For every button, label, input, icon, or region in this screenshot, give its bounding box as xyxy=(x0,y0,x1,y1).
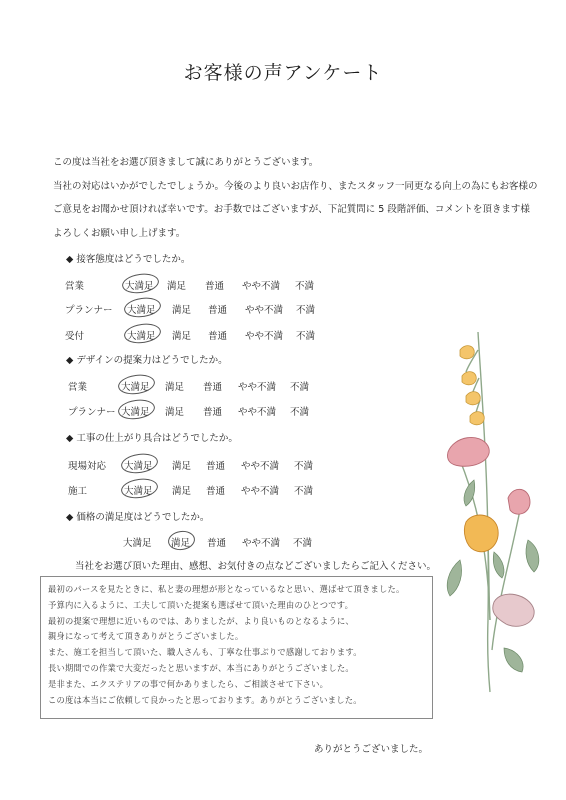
pink-flower-icon xyxy=(448,437,531,514)
rating-option[interactable]: 大満足 xyxy=(121,407,150,418)
page-title: お客様の声アンケート xyxy=(183,62,383,84)
rating-option[interactable]: 大満足 xyxy=(124,461,153,472)
rating-option[interactable]: 満足 xyxy=(165,382,185,393)
question-heading: ◆ 工事の仕上がり具合はどうでしたか。 xyxy=(66,433,238,444)
rating-option[interactable]: 満足 xyxy=(165,407,185,418)
rating-option[interactable]: 満足 xyxy=(172,331,192,342)
reason-prompt: 当社をお選び頂いた理由、感想、お気付きの点などございましたらご記入ください。 xyxy=(75,561,437,572)
intro-line: 当社の対応はいかがでしたでしょうか。今後のより良いお店作り、またスタッフ一同更なる向上の為にもお客様の xyxy=(53,180,538,192)
rating-option[interactable]: 大満足 xyxy=(127,305,156,316)
rating-option[interactable]: 大満足 xyxy=(125,281,154,292)
comment-line: また、施工を担当して頂いた、職人さんも、丁寧な仕事ぶりで感謝しております。 xyxy=(48,647,362,658)
rating-option[interactable]: 普通 xyxy=(208,305,228,316)
question-heading: ◆ デザインの提案力はどうでしたか。 xyxy=(66,355,228,366)
rating-option[interactable]: 不満 xyxy=(290,407,310,418)
intro-line: この度は当社をお選び頂きまして誠にありがとうございます。 xyxy=(53,157,319,168)
rating-option[interactable]: やや不満 xyxy=(245,331,284,342)
rating-option[interactable]: 不満 xyxy=(295,281,315,292)
rating-row-label: 現場対応 xyxy=(68,461,107,472)
flower-stems xyxy=(460,332,520,692)
rating-option[interactable]: 満足 xyxy=(167,281,187,292)
rating-row-label: 受付 xyxy=(65,331,85,342)
rating-option[interactable]: 普通 xyxy=(206,486,226,497)
comment-line: 予算内に入るように、工夫して頂いた提案も選ばせて頂いた理由のひとつです。 xyxy=(48,599,354,610)
comment-line: 最初のパースを見たときに、私と妻の理想が形となっているなと思い、選ばせて頂きました。 xyxy=(48,584,405,594)
comment-line: 親身になって考えて頂きありがとうございました。 xyxy=(48,631,244,642)
rating-option[interactable]: やや不満 xyxy=(245,305,284,316)
comment-line: 是非また、エクステリアの事で何かありましたら、ご相談させて下さい。 xyxy=(48,678,329,689)
rating-option[interactable]: 普通 xyxy=(203,407,223,418)
intro-line: ご意見をお聞かせ頂ければ幸いです。お手数ではございますが、下記質問に 5 段階評価、コメントを頂きます様 xyxy=(53,204,530,215)
rating-option[interactable]: 不満 xyxy=(294,486,314,497)
orange-flower-icon xyxy=(464,515,498,552)
rating-option[interactable]: 普通 xyxy=(208,331,228,342)
rating-option[interactable]: 大満足 xyxy=(121,382,150,393)
rating-option[interactable]: やや不満 xyxy=(238,407,277,418)
handwritten-comment xyxy=(48,582,404,708)
rating-option[interactable]: 不満 xyxy=(294,461,314,472)
rating-option[interactable]: 大満足 xyxy=(124,486,153,497)
rating-option[interactable]: やや不満 xyxy=(241,486,280,497)
rating-option[interactable]: やや不満 xyxy=(238,382,277,393)
flower-illustration xyxy=(430,320,560,700)
yellow-bell-flowers-icon xyxy=(460,346,484,425)
rating-row-label: 営業 xyxy=(68,382,88,393)
rating-option[interactable]: 普通 xyxy=(206,461,226,472)
rating-option[interactable]: 満足 xyxy=(172,305,192,316)
rating-row-label: 営業 xyxy=(65,281,85,292)
intro-text xyxy=(53,151,538,245)
rating-option[interactable]: 不満 xyxy=(290,382,310,393)
question-heading: ◆ 接客態度はどうでしたか。 xyxy=(66,254,191,265)
rating-option[interactable]: 不満 xyxy=(296,305,316,316)
rating-option[interactable]: 満足 xyxy=(171,538,191,549)
rating-option[interactable]: やや不満 xyxy=(242,538,281,549)
question-heading: ◆ 価格の満足度はどうでしたか。 xyxy=(66,512,210,523)
rating-row-label: 施工 xyxy=(68,486,88,497)
rating-row-label: プランナー xyxy=(65,305,113,316)
rating-option[interactable]: 普通 xyxy=(205,281,225,292)
comment-line: 最初の提案で理想に近いものでは、ありましたが、より良いものとなるように、 xyxy=(48,615,354,626)
rating-option[interactable]: 普通 xyxy=(207,538,227,549)
closing-text: ありがとうございました。 xyxy=(314,744,429,755)
rating-option[interactable]: やや不満 xyxy=(242,281,281,292)
comment-line: 長い期間での作業で大変だったと思いますが、本当にありがとうございました。 xyxy=(48,662,354,673)
rating-option[interactable]: 不満 xyxy=(293,538,313,549)
rating-option[interactable]: 大満足 xyxy=(127,331,156,342)
rating-option[interactable]: 不満 xyxy=(296,331,316,342)
rating-row-label: プランナー xyxy=(68,407,116,418)
comment-line: この度は本当にご依頼して良かったと思っております。ありがとうございました。 xyxy=(48,694,362,705)
intro-line: よろしくお願い申し上げます。 xyxy=(53,227,186,239)
rating-option[interactable]: 満足 xyxy=(172,486,192,497)
rating-option[interactable]: 満足 xyxy=(172,461,192,472)
rating-option[interactable]: 普通 xyxy=(203,382,223,393)
rating-option[interactable]: 大満足 xyxy=(123,538,152,549)
mauve-flower-icon xyxy=(493,594,534,626)
rating-option[interactable]: やや不満 xyxy=(241,461,280,472)
